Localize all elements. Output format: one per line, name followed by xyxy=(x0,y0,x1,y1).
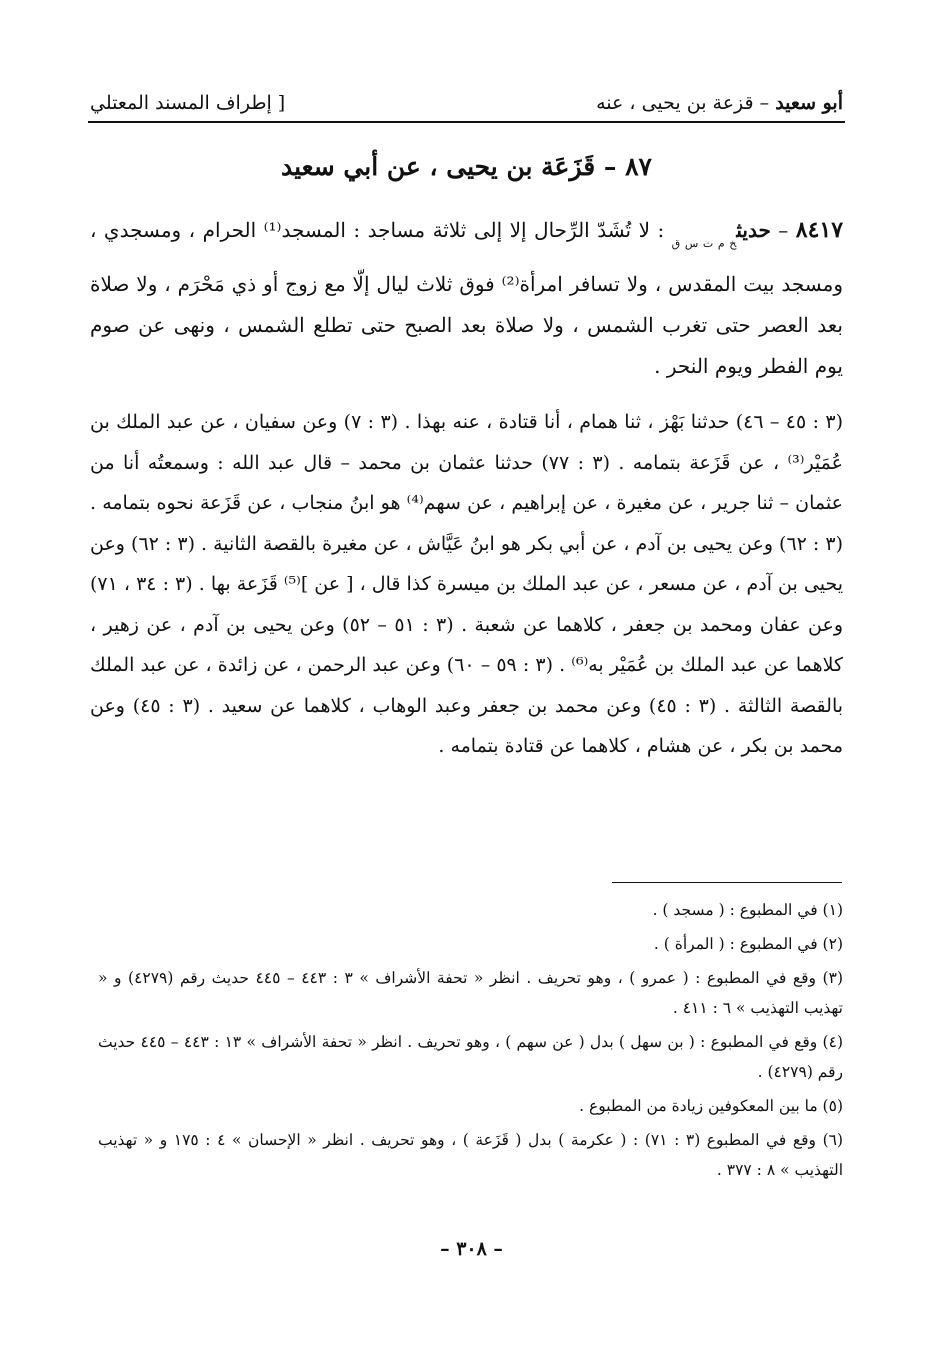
hadith-number: ٨٤١٧ xyxy=(795,217,844,243)
hadith-sigla: خ م ت س ق xyxy=(671,237,737,250)
footnote-rule xyxy=(612,882,842,883)
footnote-3: (٣) وقع في المطبوع : ( عمرو ) ، وهو تحريف . انظر « تحفة الأشراف » ٣ : ٤٤٣ – ٤٤٥ حديث رقم (٤٢٧٩) و « تهذيب التهذيب » ٦ : ٤١١ . xyxy=(98,969,843,1017)
running-head-right xyxy=(596,92,843,114)
footnote-1: (١) في المطبوع : ( مسجد ) . xyxy=(652,901,843,919)
footnote-4: (٤) وقع في المطبوع : ( بن سهل ) بدل ( عن سهم ) ، وهو تحريف . انظر « تحفة الأشراف » ١٣ : ٤٤٣ – ٤٤٥ حديث رقم (٤٢٧٩) . xyxy=(98,1033,843,1081)
footnotes xyxy=(98,895,843,1189)
footnote-5: (٥) ما بين المعكوفين زيادة من المطبوع . xyxy=(579,1097,843,1115)
page-number: – ٣٠٨ – xyxy=(440,1238,503,1260)
chapter-title: ٨٧ – قَزَعَة بن يحيى ، عن أبي سعيد xyxy=(281,152,652,181)
footnote-6: (٦) وقع في المطبوع (٣ : ٧١) : ( عكرمة ) بدل ( قَزَعة ) ، وهو تحريف . انظر « الإحسان » ٤ : ١٧٥ و « تهذيب التهذيب » ٨ : ٣٧٧ . xyxy=(98,1131,844,1179)
running-head-book-title: [ إطراف المسند المعتلي xyxy=(90,92,286,114)
running-head xyxy=(90,80,843,114)
hadith-body: : لا تُشَدّ الرِّحال إلا إلى ثلاثة مساجد : المسجد⁽¹⁾ الحرام ، ومسجدي ، ومسجد بيت المقدس ، ولا تسافر امرأة⁽²⁾ فوق ثلاث ليال إلّا مع زوج أو ذي مَحْرَم ، ولا صلاة بعد العصر حتى تغرب الشمس ، ولا صلاة بعد الصبح حتى تطلع الشمس ، ونهى عن صوم يوم الفطر ويوم النحر . xyxy=(90,218,843,378)
running-head-author: أبو سعيد xyxy=(775,92,843,114)
footnote-2: (٢) في المطبوع : ( المرأة ) . xyxy=(653,935,843,953)
hadith-text xyxy=(90,210,843,387)
hadith-label: حديث xyxy=(736,218,771,242)
header-rule xyxy=(88,121,845,123)
hadith-dash: – xyxy=(770,218,796,242)
isnad-paragraph: (٣ : ٤٥ – ٤٦) حدثنا بَهْز ، ثنا همام ، أنا قتادة ، عنه بهذا . (٣ : ٧) وعن سفيان ، عن عبد الملك بن عُمَيْر⁽³⁾ ، عن قَزَعة بتمامه . (٣ : ٧٧) حدثنا عثمان بن محمد – قال عبد الله : وسمعتُه أنا من عثمان – ثنا جرير ، عن مغيرة ، عن إبراهيم ، عن سهم⁽⁴⁾ هو ابنُ منجاب ، عن قَزَعة نحوه بتمامه . (٣ : ٦٢) وعن يحيى بن آدم ، عن أبي بكر هو ابنُ عَيَّاش ، عن مغيرة بالقصة الثانية . (٣ : ٦٢) وعن يحيى بن آدم ، عن مسعر ، عن عبد الملك بن ميسرة كذا قال ، [ عن ]⁽⁵⁾ قَزَعة بها . (٣ : ٣٤ ، ٧١) وعن عفان ومحمد بن جعفر ، كلاهما عن شعبة . (٣ : ٥١ – ٥٢) وعن يحيى بن آدم ، عن زهير ، كلاهما عن عبد الملك بن عُمَيْر به⁽⁶⁾ . (٣ : ٥٩ – ٦٠) وعن عبد الرحمن ، عن زائدة ، عن عبد الملك بالقصة الثالثة . (٣ : ٤٥) وعن محمد بن جعفر وعبد الوهاب ، كلاهما عن سعيد . (٣ : ٤٥) وعن محمد بن بكر ، عن هشام ، كلاهما عن قتادة بتمامه . xyxy=(90,411,844,757)
running-head-subject: – قزعة بن يحيى ، عنه xyxy=(596,92,776,114)
